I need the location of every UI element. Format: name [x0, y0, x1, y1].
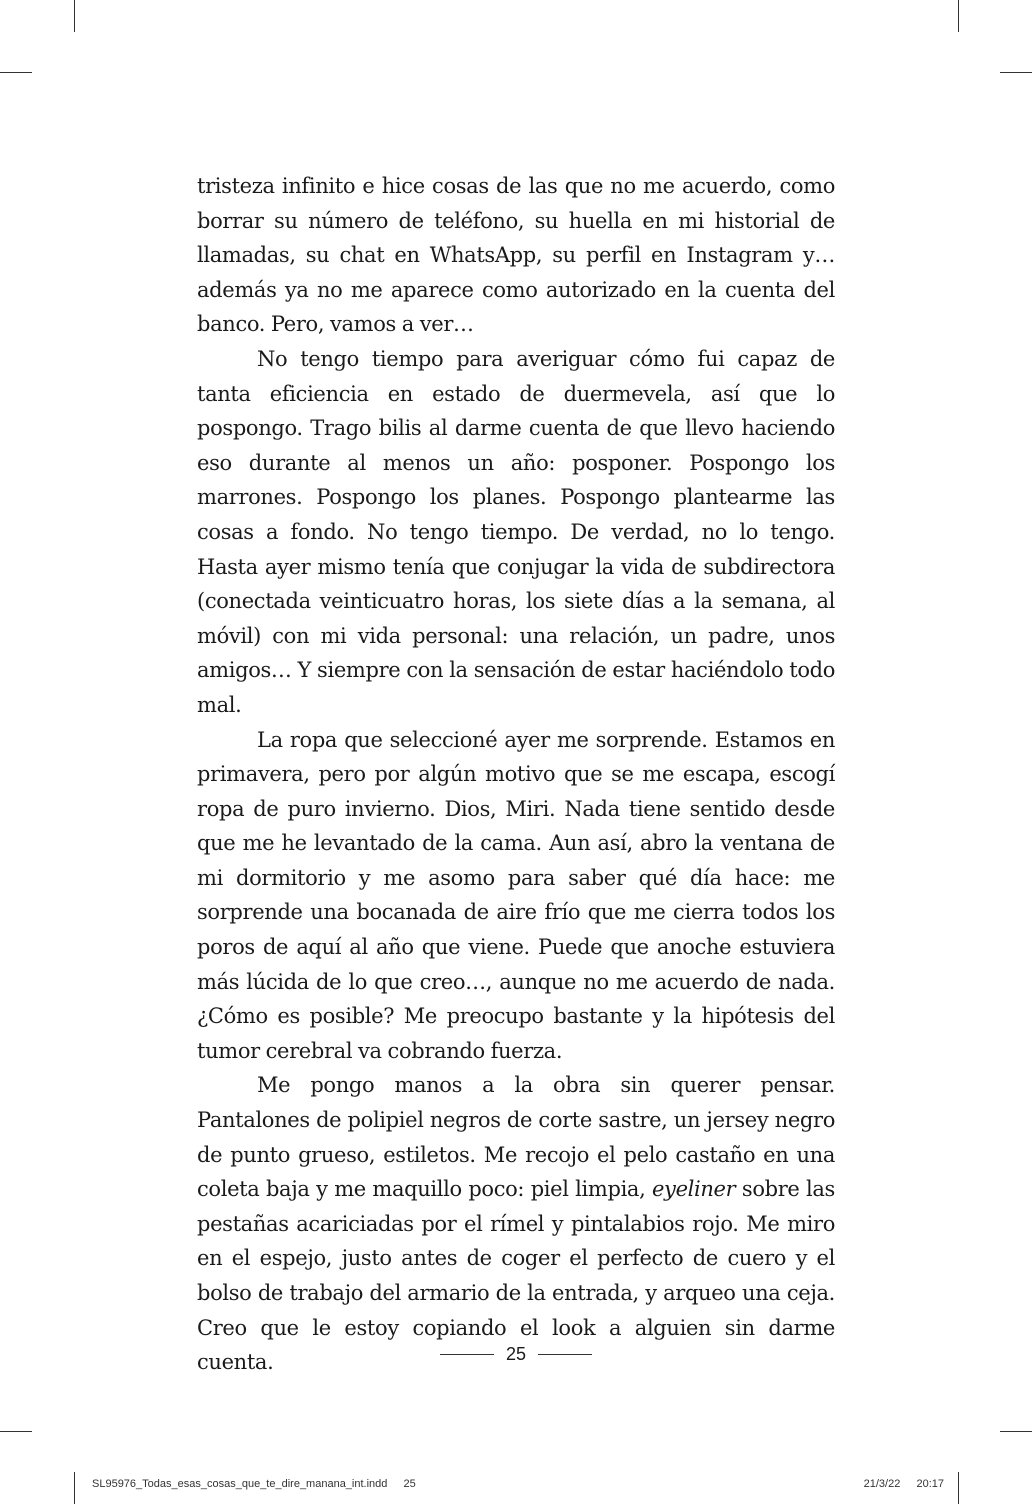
crop-mark-bottom-right-horizontal [1000, 1431, 1032, 1432]
slug-time: 20:17 [916, 1478, 944, 1490]
page-number: 25 [505, 1343, 527, 1364]
paragraph [197, 723, 835, 1069]
crop-mark-top-left-horizontal [0, 72, 32, 73]
crop-mark-top-right-vertical [958, 0, 959, 32]
paragraph-text: sobre las pestañas acariciadas por el rímel y pintalabios rojo. Me miro en el espejo, justo antes de coger el perfecto de cuero y el bolso de trabajo del armario de la entrada, y arqueo una ceja. Creo que le estoy copiando el look a alguien sin darme cuenta. [197, 1177, 835, 1375]
folio-rule-right [538, 1354, 592, 1355]
crop-mark-bottom-right-vertical [958, 1472, 959, 1504]
slug-file-info [92, 1478, 416, 1490]
crop-mark-top-right-horizontal [1000, 72, 1032, 73]
paragraph-text: Me pongo manos a la obra sin querer pensar. Pantalones de polipiel negros de corte sastre, un jersey negro de punto grueso, estiletos. Me recojo el pelo castaño en una coleta baja y me maquillo poco: piel limpia, [197, 1073, 835, 1202]
page-folio [0, 1340, 1032, 1368]
slug-page-number: 25 [403, 1478, 416, 1490]
paragraph [197, 169, 835, 342]
body-text [197, 169, 835, 1380]
slug-filename: SL95976_Todas_esas_cosas_que_te_dire_manana_int.indd [92, 1478, 388, 1490]
slug-datetime [864, 1478, 944, 1490]
paragraph-text: No tengo tiempo para averiguar cómo fui capaz de tanta eficiencia en estado de duermevela, así que lo pospongo. Trago bilis al darme cuenta de que llevo haciendo eso durante al menos un año: posponer. Pospongo los marrones. Pospongo los planes. Pospongo plantearme las cosas a fondo. No tengo tiempo. De verdad, no lo tengo. Hasta ayer mismo tenía que conjugar la vida de subdirectora (conectada veinticuatro horas, los siete días a la semana, al móvil) con mi vida personal: una relación, un padre, unos amigos… Y siempre con la sensación de estar haciéndolo todo mal. [197, 346, 835, 717]
paragraph-text: La ropa que seleccioné ayer me sorprende. Estamos en primavera, pero por algún motivo que se me escapa, escogí ropa de puro invierno. Dios, Miri. Nada tiene sentido desde que me he levantado de la cama. Aun así, abro la ventana de mi dormitorio y me asomo para saber qué día hace: me sorprende una bocanada de aire frío que me cierra todos los poros de aquí al año que viene. Puede que anoche estuviera más lúcida de lo que creo…, aunque no me acuerdo de nada. ¿Cómo es posible? Me preocupo bastante y la hipótesis del tumor cerebral va cobrando fuerza. [197, 727, 835, 1063]
paragraph-text: tristeza infinito e hice cosas de las que no me acuerdo, como borrar su número de teléfono, su huella en mi historial de llamadas, su chat en WhatsApp, su perfil en Instagram y… además ya no me aparece como autorizado en la cuenta del banco. Pero, vamos a ver… [197, 174, 835, 337]
crop-mark-top-left-vertical [74, 0, 75, 32]
crop-mark-bottom-left-horizontal [0, 1431, 32, 1432]
crop-mark-bottom-left-vertical [74, 1472, 75, 1504]
paragraph [197, 1068, 835, 1379]
paragraph [197, 342, 835, 723]
folio-rule-left [440, 1354, 494, 1355]
slug-date: 21/3/22 [863, 1478, 901, 1490]
italic-text: eyeliner [651, 1177, 736, 1202]
